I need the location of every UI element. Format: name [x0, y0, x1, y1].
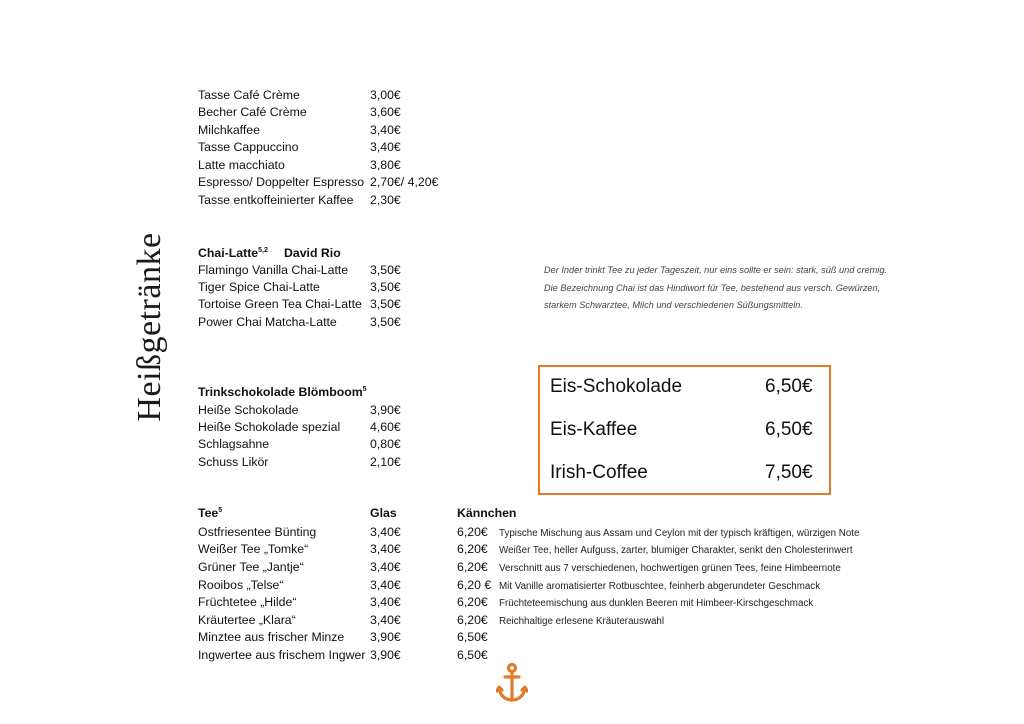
- tea-pot-price: 6,20€: [457, 542, 488, 556]
- menu-item-name: Tasse Cappuccino: [198, 140, 299, 154]
- menu-item-price: 3,50€: [370, 280, 401, 294]
- menu-item-name: Tasse Café Crème: [198, 88, 300, 102]
- tea-description: Reichhaltige erlesene Kräuterauswahl: [499, 616, 665, 627]
- menu-item-name: Schlagsahne: [198, 437, 270, 451]
- menu-item-price: 3,50€: [370, 263, 401, 277]
- menu-item-name: Flamingo Vanilla Chai-Latte: [198, 263, 349, 277]
- tea-name: Grüner Tee „Jantje“: [198, 560, 304, 574]
- iced-item-price: 6,50€: [765, 419, 813, 440]
- tea-pot-price: 6,20€: [457, 525, 488, 539]
- tea-pot-price: 6,20€: [457, 595, 488, 609]
- section-heading: Trinkschokolade Blömboom$^5$: [198, 385, 367, 399]
- tea-pot-price: 6,50€: [457, 648, 488, 662]
- menu-item-name: Tortoise Green Tea Chai-Latte: [198, 297, 362, 311]
- tea-name: Minztee aus frischer Minze: [198, 630, 345, 644]
- menu-item-price: 2,10€: [370, 455, 401, 469]
- iced-item-price: 7,50€: [765, 462, 813, 483]
- menu-item-price: 3,00€: [370, 88, 401, 102]
- tea-description: Weißer Tee, heller Aufguss, zarter, blumiger Charakter, senkt den Cholesterinwert: [499, 545, 853, 556]
- menu-item-price: 3,40€: [370, 123, 401, 137]
- tea-description: Früchteteemischung aus dunklen Beeren mit Himbeer-Kirschgeschmack: [499, 598, 814, 609]
- menu-item-price: 2,30€: [370, 193, 401, 207]
- menu-item-name: Schuss Likör: [198, 455, 269, 469]
- menu-item-name: Heiße Schokolade: [198, 403, 299, 417]
- tea-pot-price: 6,20 €: [457, 578, 492, 592]
- iced-item-name: Irish-Coffee: [550, 462, 648, 483]
- chai-description-line: Die Bezeichnung Chai ist das Hindiwort für Tee, bestehend aus versch. Gewürzen,: [544, 283, 881, 293]
- tea-pot-price: 6,20€: [457, 560, 488, 574]
- tea-name: Weißer Tee „Tomke“: [198, 542, 309, 556]
- menu-item-name: Heiße Schokolade spezial: [198, 420, 341, 434]
- tea-description: Verschnitt aus 7 verschiedenen, hochwertigen grünen Tees, feine Himbeernote: [499, 563, 841, 574]
- menu-item-price: 0,80€: [370, 437, 401, 451]
- menu-item-name: Tiger Spice Chai-Latte: [198, 280, 320, 294]
- menu-item-price: 3,50€: [370, 315, 401, 329]
- tea-glass-price: 3,90€: [370, 630, 401, 644]
- tea-name: Kräutertee „Klara“: [198, 613, 296, 627]
- tea-description: Mit Vanille aromatisierter Rotbuschtee, feinherb abgerundeter Geschmack: [499, 581, 821, 592]
- chai-description-line: Der Inder trinkt Tee zu jeder Tageszeit, nur eins sollte er sein: stark, süß und cremig.: [544, 265, 887, 275]
- section-heading: Chai-Latte$^{5,2}$: [198, 246, 268, 260]
- tea-pot-price: 6,20€: [457, 613, 488, 627]
- section-heading: Tee$^5$: [198, 506, 223, 520]
- menu-item-name: Milchkaffee: [198, 123, 260, 137]
- tea-glass-price: 3,90€: [370, 648, 401, 662]
- tea-glass-price: 3,40€: [370, 525, 401, 539]
- column-header-glass: Glas: [370, 506, 397, 520]
- column-header-pot: Kännchen: [457, 506, 517, 520]
- menu-item-name: Espresso/ Doppelter Espresso: [198, 175, 365, 189]
- menu-item-name: Tasse entkoffeinierter Kaffee: [198, 193, 354, 207]
- brand-label: David Rio: [284, 246, 341, 260]
- tea-glass-price: 3,40€: [370, 613, 401, 627]
- tea-glass-price: 3,40€: [370, 560, 401, 574]
- iced-drinks-box: [538, 365, 831, 495]
- tea-name: Rooibos „Telse“: [198, 578, 284, 592]
- menu-item-price: 3,50€: [370, 297, 401, 311]
- menu-item-price: 3,90€: [370, 403, 401, 417]
- tea-name: Ostfriesentee Bünting: [198, 525, 317, 539]
- tea-name: Ingwertee aus frischem Ingwer: [198, 648, 366, 662]
- page-title: Heißgetränke: [131, 232, 168, 422]
- menu-item-name: Latte macchiato: [198, 158, 285, 172]
- menu-item-price: 2,70€/ 4,20€: [370, 175, 439, 189]
- chai-description-line: starkem Schwarztee, Milch und verschiedenen Süßungsmitteln.: [544, 300, 803, 310]
- menu-item-price: 3,80€: [370, 158, 401, 172]
- tea-name: Früchtetee „Hilde“: [198, 595, 297, 609]
- tea-glass-price: 3,40€: [370, 542, 401, 556]
- menu-item-price: 4,60€: [370, 420, 401, 434]
- iced-item-name: Eis-Schokolade: [550, 376, 683, 397]
- menu-item-name: Becher Café Crème: [198, 105, 307, 119]
- tea-glass-price: 3,40€: [370, 578, 401, 592]
- menu-item-name: Power Chai Matcha-Latte: [198, 315, 337, 329]
- iced-item-name: Eis-Kaffee: [550, 419, 638, 440]
- menu-item-price: 3,40€: [370, 140, 401, 154]
- tea-description: Typische Mischung aus Assam und Ceylon mit der typisch kräftigen, würzigen Note: [499, 528, 860, 539]
- tea-glass-price: 3,40€: [370, 595, 401, 609]
- anchor-icon: [496, 662, 528, 709]
- menu-item-price: 3,60€: [370, 105, 401, 119]
- iced-item-price: 6,50€: [765, 376, 813, 397]
- tea-pot-price: 6,50€: [457, 630, 488, 644]
